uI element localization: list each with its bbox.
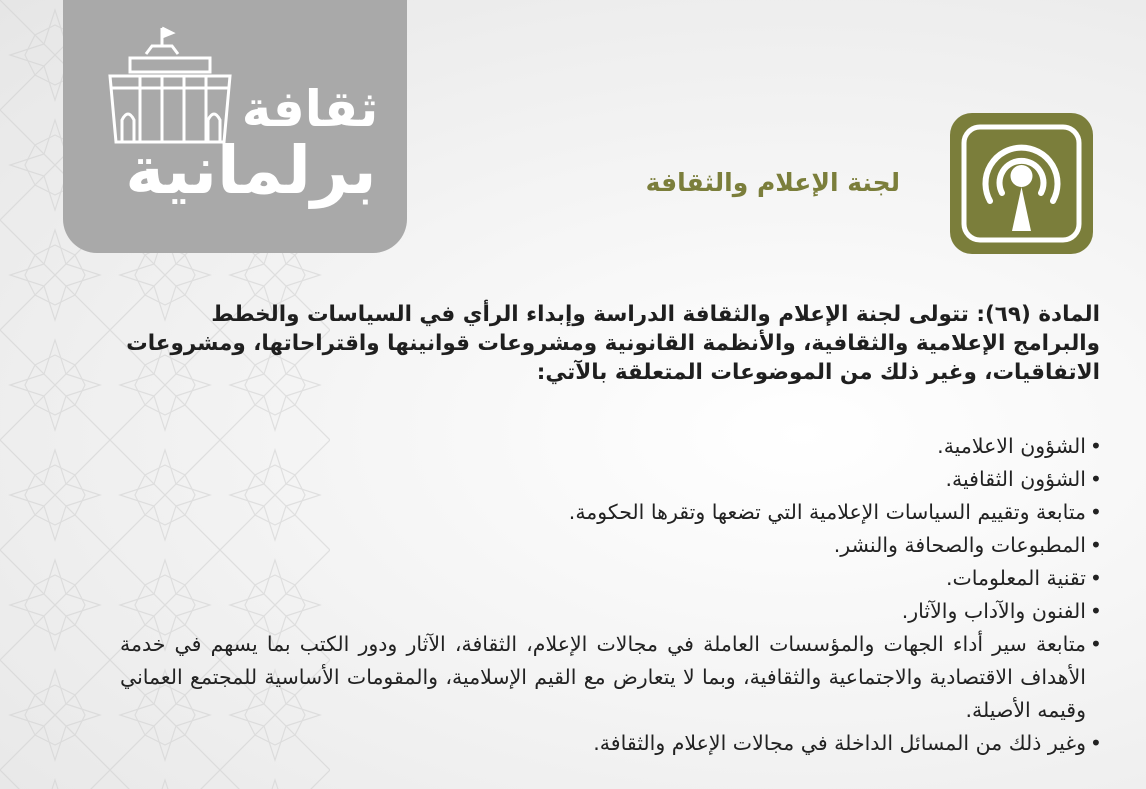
- topics-list: [120, 430, 1102, 760]
- list-item: [120, 628, 1102, 727]
- bullet-icon: •: [1089, 500, 1102, 524]
- list-item-text: متابعة سير أداء الجهات والمؤسسات العاملة في مجالات الإعلام، الثقافة، الآثار ودور الكتب بما يسهم في خدمة الأهداف الاقتصادية والاجتماعية والثقافية، وبما لا يتعارض مع القيم الإسلامية، والمقومات الأساسية للمجتمع العماني وقيمه الأصيلة.: [120, 632, 1086, 722]
- list-item: [120, 595, 1102, 628]
- bullet-icon: •: [1089, 533, 1102, 557]
- logo-title-line1: ثقافة: [241, 80, 379, 138]
- list-item-text: متابعة وتقييم السياسات الإعلامية التي تضعها وتقرها الحكومة.: [568, 500, 1086, 524]
- list-item: [120, 562, 1102, 595]
- list-item-text: المطبوعات والصحافة والنشر.: [833, 533, 1086, 557]
- list-item: [120, 463, 1102, 496]
- fort-logo-icon: [100, 24, 240, 144]
- committee-badge: [950, 113, 1093, 254]
- article-69-text: المادة (٦٩): تتولى لجنة الإعلام والثقافة الدراسة وإبداء الرأي في السياسات والخطط والبرامج الإعلامية والثقافية، والأنظمة القانونية ومشروعات قوانينها واقتراحاتها، ومشروعات الاتفاقيات، وغير ذلك من الموضوعات المتعلقة بالآتي:: [126, 302, 1100, 385]
- list-item: [120, 727, 1102, 760]
- bullet-icon: •: [1089, 467, 1102, 491]
- list-item-text: الشؤون الثقافية.: [945, 467, 1086, 491]
- bullet-icon: •: [1089, 566, 1102, 590]
- broadcast-antenna-icon: [950, 113, 1093, 254]
- bullet-icon: •: [1089, 599, 1102, 623]
- list-item: [120, 496, 1102, 529]
- logo-title-line2: برلمانية: [125, 132, 377, 209]
- bullet-icon: •: [1089, 434, 1102, 458]
- bullet-icon: •: [1089, 632, 1102, 656]
- list-item-text: الفنون والآداب والآثار.: [901, 599, 1086, 623]
- list-item: [120, 430, 1102, 463]
- list-item-text: تقنية المعلومات.: [945, 566, 1086, 590]
- list-item-text: الشؤون الاعلامية.: [937, 434, 1086, 458]
- list-item-text: وغير ذلك من المسائل الداخلة في مجالات الإعلام والثقافة.: [593, 731, 1086, 755]
- committee-title: لجنة الإعلام والثقافة: [645, 168, 900, 197]
- bullet-icon: •: [1089, 731, 1102, 755]
- list-item: [120, 529, 1102, 562]
